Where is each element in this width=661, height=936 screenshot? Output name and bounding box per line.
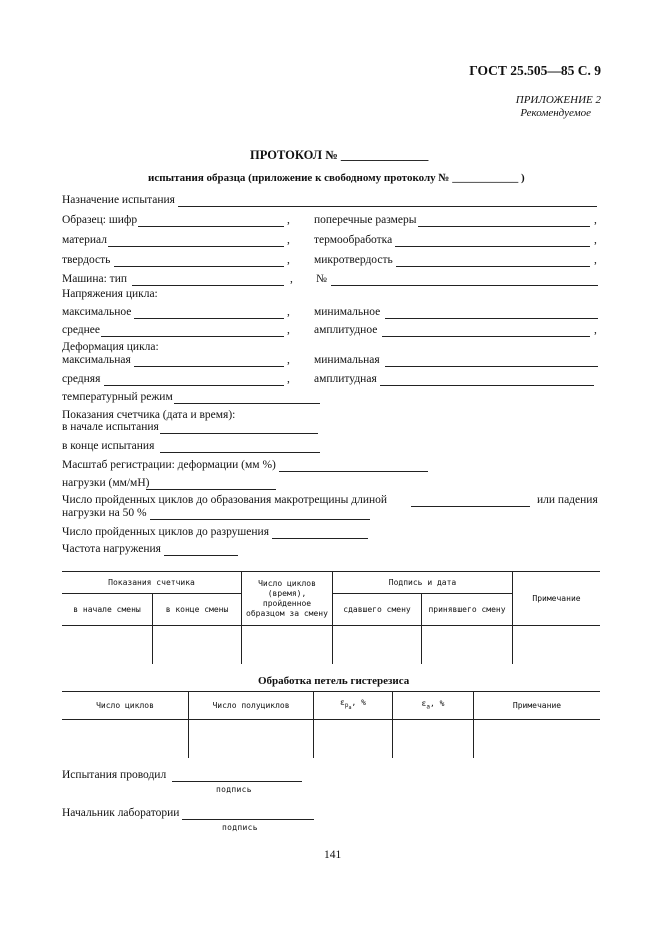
min-strain-label: минимальная — [314, 354, 380, 366]
comma: , — [287, 254, 290, 266]
epsilon-symbol: ε — [421, 698, 427, 708]
page-number: 141 — [324, 849, 342, 861]
comma: , — [287, 306, 290, 318]
table-cell[interactable] — [62, 626, 153, 664]
hardness-line[interactable] — [114, 266, 284, 267]
purpose-line[interactable] — [178, 206, 597, 207]
microhardness-line[interactable] — [396, 266, 590, 267]
mean-stress-line[interactable] — [101, 336, 284, 337]
cycles-fracture-line[interactable] — [272, 538, 368, 539]
cross-size-line[interactable] — [418, 226, 590, 227]
half-cycles-header: Число полуциклов — [189, 692, 314, 720]
comma: , — [594, 214, 597, 226]
scale-line[interactable] — [279, 471, 428, 472]
table-cell[interactable] — [333, 626, 422, 664]
cycle-strain-label: Деформация цикла: — [62, 341, 159, 353]
frequency-line[interactable] — [164, 555, 238, 556]
cross-size-label: поперечные размеры — [314, 214, 417, 226]
heat-treatment-label: термообработка — [314, 234, 393, 246]
min-strain-line[interactable] — [385, 366, 598, 367]
temp-mode-line[interactable] — [174, 403, 320, 404]
conducted-label: Испытания проводил — [62, 769, 167, 781]
comma: , — [594, 234, 597, 246]
table-cell[interactable] — [189, 720, 314, 758]
material-label: материал — [62, 234, 107, 246]
load-50-line[interactable] — [150, 519, 370, 520]
temp-mode-label: температурный режим — [62, 391, 173, 403]
comma: , — [287, 214, 290, 226]
max-stress-label: максимальное — [62, 306, 132, 318]
number-label: № — [316, 273, 327, 285]
hysteresis-title: Обработка петель гистерезиса — [258, 675, 410, 687]
heat-treatment-line[interactable] — [395, 246, 590, 247]
microhardness-label: микротвердость — [314, 254, 393, 266]
at-start-label: в начале испытания — [62, 421, 159, 433]
material-line[interactable] — [108, 246, 284, 247]
comma: , — [287, 234, 290, 246]
comma: , — [287, 354, 290, 366]
table-cell[interactable] — [474, 720, 601, 758]
shift-end-header: в конце смены — [153, 594, 242, 626]
lab-head-signature-line[interactable] — [182, 819, 314, 820]
table-cell[interactable] — [422, 626, 513, 664]
scale-label: Масштаб регистрации: деформации (мм %) — [62, 459, 276, 471]
loads-label: нагрузки (мм/мН) — [62, 477, 150, 489]
note-header: Примечание — [513, 572, 601, 626]
lab-head-label: Начальник лаборатории — [62, 807, 180, 819]
load-50-label: нагрузки на 50 % — [62, 507, 147, 519]
table-cell[interactable] — [242, 626, 333, 664]
comma: , — [594, 254, 597, 266]
table-cell[interactable] — [153, 626, 242, 664]
specimen-code-line[interactable] — [138, 226, 284, 227]
max-strain-label: максимальная — [62, 354, 131, 366]
min-stress-line[interactable] — [385, 318, 598, 319]
cycles-macro-label: Число пройденных циклов до образования макротрещины длиной — [62, 494, 388, 506]
crack-length-line[interactable] — [411, 506, 530, 507]
cycles-header: Число циклов — [62, 692, 189, 720]
protocol-title: ПРОТОКОЛ № ______________ — [250, 148, 429, 162]
amp-stress-label: амплитудное — [314, 324, 378, 336]
table-cell[interactable] — [513, 626, 601, 664]
counter-label: Показания счетчика (дата и время): — [62, 409, 236, 421]
amp-strain-label: амплитудная — [314, 373, 377, 385]
eps-p-subscript: ра — [344, 702, 352, 712]
or-drop-label: или падения — [537, 494, 598, 506]
amp-stress-line[interactable] — [382, 336, 590, 337]
comma: , — [290, 273, 293, 285]
signature-caption: подпись — [216, 785, 252, 794]
cycle-stress-label: Напряжения цикла: — [62, 288, 158, 300]
purpose-label: Назначение испытания — [62, 194, 175, 206]
conducted-signature-line[interactable] — [172, 781, 302, 782]
counter-readings-header: Показания счетчика — [62, 572, 242, 594]
epsilon-symbol: ε — [340, 697, 345, 707]
signature-caption: подпись — [222, 823, 258, 832]
min-stress-label: минимальное — [314, 306, 381, 318]
number-line[interactable] — [331, 285, 598, 286]
at-end-label: в конце испытания — [62, 440, 155, 452]
at-end-line[interactable] — [160, 452, 320, 453]
shift-log-table — [62, 571, 600, 664]
specimen-code-label: Образец: шифр — [62, 214, 138, 226]
machine-type-line[interactable] — [132, 285, 284, 286]
document-code: ГОСТ 25.505—85 С. 9 — [469, 63, 601, 78]
cycles-fracture-label: Число пройденных циклов до разрушения — [62, 526, 269, 538]
mean-stress-label: среднее — [62, 324, 101, 336]
mean-strain-line[interactable] — [104, 385, 284, 386]
eps-p-unit: , % — [351, 697, 366, 707]
comma: , — [594, 324, 597, 336]
recommended-label: Рекомендуемое — [520, 107, 591, 119]
shift-start-header: в начале смены — [62, 594, 153, 626]
note-header: Примечание — [474, 692, 601, 720]
hysteresis-table — [62, 691, 600, 758]
cycles-time-header: Число циклов (время), пройденное образцом за смену — [242, 572, 333, 626]
signature-date-header: Подпись и дата — [333, 572, 513, 594]
machine-type-label: Машина: тип — [62, 273, 128, 285]
protocol-subtitle: испытания образца (приложение к свободному протоколу № ____________ ) — [148, 172, 525, 184]
eps-a-subscript: а — [426, 703, 430, 711]
eps-a-header — [393, 692, 474, 720]
comma: , — [287, 373, 290, 385]
eps-p-header — [314, 692, 393, 720]
mean-strain-label: средняя — [62, 373, 101, 385]
at-start-line[interactable] — [160, 433, 318, 434]
table-cell[interactable] — [393, 720, 474, 758]
eps-a-unit: , % — [430, 698, 445, 708]
max-strain-line[interactable] — [134, 366, 284, 367]
table-cell[interactable] — [314, 720, 393, 758]
amp-strain-line[interactable] — [380, 385, 594, 386]
max-stress-line[interactable] — [134, 318, 284, 319]
comma: , — [287, 324, 290, 336]
frequency-label: Частота нагружения — [62, 543, 161, 555]
hardness-label: твердость — [62, 254, 111, 266]
handed-over-header: сдавшего смену — [333, 594, 422, 626]
table-cell[interactable] — [62, 720, 189, 758]
accepted-header: принявшего смену — [422, 594, 513, 626]
appendix-label: ПРИЛОЖЕНИЕ 2 — [515, 94, 601, 106]
loads-line[interactable] — [146, 489, 276, 490]
